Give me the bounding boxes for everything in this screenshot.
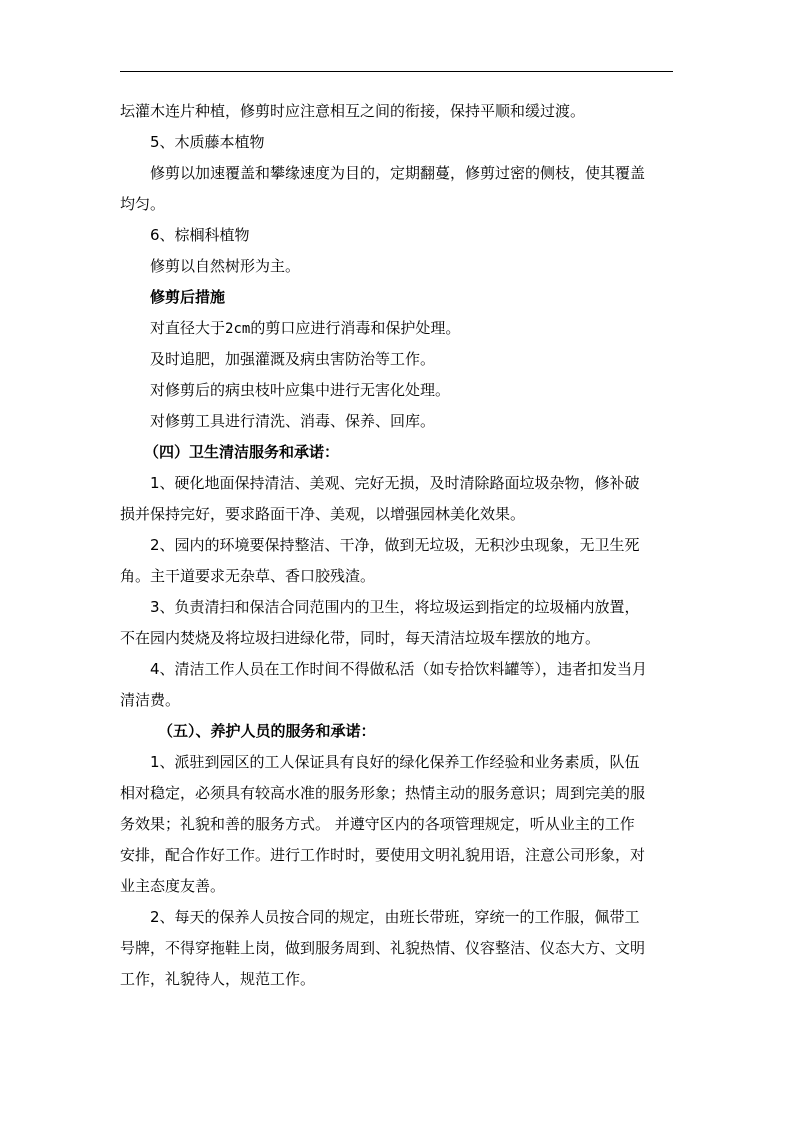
paragraph-line: 2、每天的保养人员按合同的规定，由班长带班，穿统一的工作服，佩带工	[150, 908, 640, 926]
section-heading: 修剪后措施	[150, 288, 226, 306]
paragraph-line: 号牌，不得穿拖鞋上岗，做到服务周到、礼貌热情、仪容整洁、仪态大方、文明	[120, 939, 646, 957]
section-heading: （五）、养护人员的服务和承诺：	[158, 722, 376, 740]
paragraph-line: 修剪以加速覆盖和攀缘速度为目的，定期翻蔓，修剪过密的侧枝，使其覆盖	[150, 164, 646, 182]
paragraph-line: 均匀。	[120, 195, 166, 213]
header-rule	[120, 71, 673, 72]
paragraph-line: 相对稳定，必须具有较高水准的服务形象；热情主动的服务意识；周到完美的服	[120, 784, 646, 802]
paragraph-line: 3、负责清扫和保洁合同范围内的卫生，将垃圾运到指定的垃圾桶内放置，	[150, 598, 640, 616]
paragraph-line: 务效果；礼貌和善的服务方式。 并遵守区内的各项管理规定，听从业主的工作	[120, 815, 635, 833]
paragraph-line: 2、园内的环境要保持整洁、干净，做到无垃圾，无积沙虫现象，无卫生死	[150, 536, 640, 554]
subheading-line: 5、木质藤本植物	[150, 133, 265, 151]
paragraph-line: 损并保持完好，要求路面干净、美观，以增强园林美化效果。	[120, 505, 526, 523]
subheading-line: 6、棕榈科植物	[150, 226, 250, 244]
paragraph-line: 不在园内焚烧及将垃圾扫进绿化带，同时，每天清洁垃圾车摆放的地方。	[120, 629, 601, 647]
paragraph-line	[120, 313, 676, 344]
paragraph-line: 1、派驻到园区的工人保证具有良好的绿化保养工作经验和业务素质，队伍	[150, 753, 640, 771]
paragraph-line: 清洁费。	[120, 691, 181, 709]
paragraph-line: 坛灌木连片种植，修剪时应注意相互之间的衔接，保持平顺和缓过渡。	[120, 102, 586, 120]
paragraph-line: 角。主干道要求无杂草、香口胶残渣。	[120, 567, 376, 585]
paragraph-line: 对修剪工具进行清洗、消毒、保养、回库。	[150, 412, 436, 430]
paragraph-line: 1、硬化地面保持清洁、美观、完好无损，及时清除路面垃圾杂物，修补破	[150, 474, 640, 492]
paragraph-line: 4、清洁工作人员在工作时间不得做私活（如专拾饮料罐等），违者扣发当月	[150, 660, 648, 678]
paragraph-line: 工作，礼貌待人，规范工作。	[120, 970, 316, 988]
text-run: 2cm	[225, 321, 251, 337]
paragraph-line: 安排，配合作好工作。进行工作时时，要使用文明礼貌用语，注意公司形象，对	[120, 846, 646, 864]
section-heading: （四）卫生清洁服务和承诺：	[144, 443, 340, 461]
text-run: 的剪口应进行消毒和保护处理。	[250, 319, 461, 337]
paragraph-line: 对修剪后的病虫枝叶应集中进行无害化处理。	[150, 381, 451, 399]
paragraph-line: 业主态度友善。	[120, 877, 226, 895]
text-run: 对直径大于	[150, 319, 226, 337]
document-body	[120, 96, 676, 995]
paragraph-line: 及时追肥，加强灌溉及病虫害防治等工作。	[150, 350, 436, 368]
paragraph-line: 修剪以自然树形为主。	[150, 257, 301, 275]
